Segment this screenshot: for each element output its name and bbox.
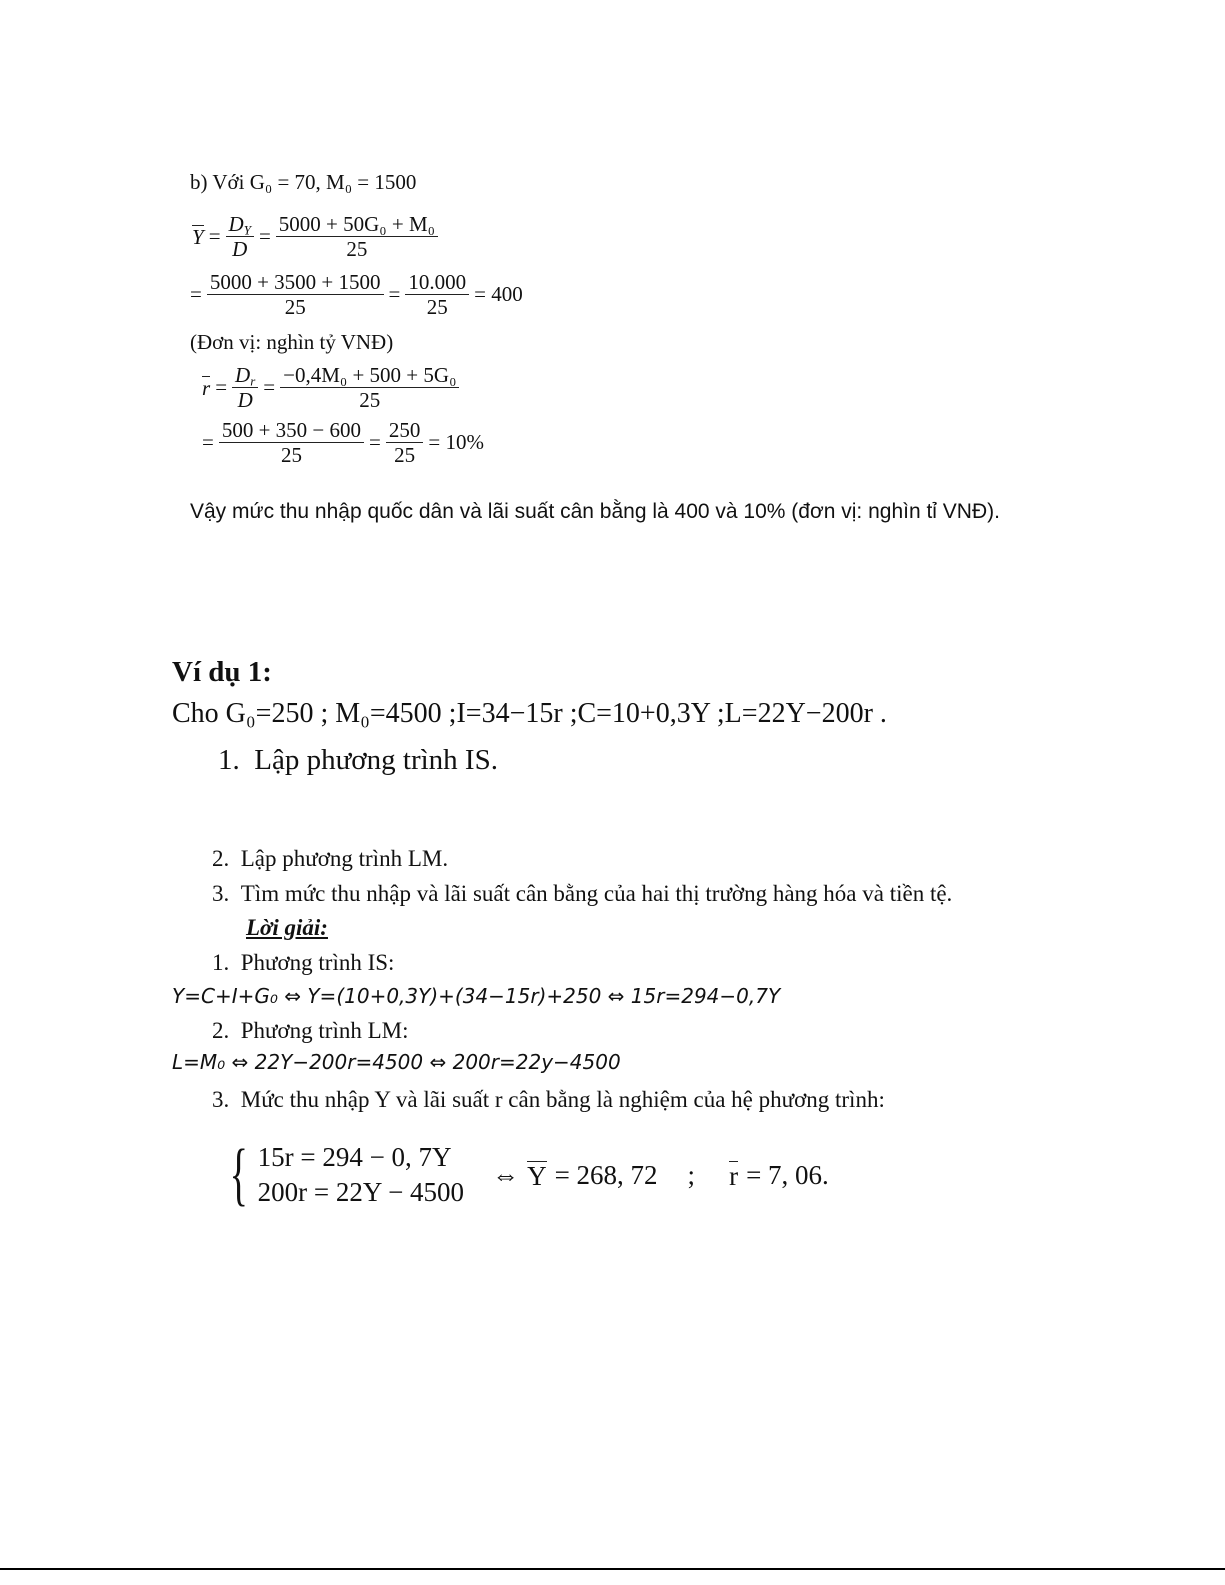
solution-label: Lời giải: xyxy=(246,915,328,940)
r-equation-2: = $\frac{500 + 350 - 600}{25}$ = $\frac{250}{25}$ = 10% xyxy=(202,418,484,468)
solution-1: 1. Phương trình IS: xyxy=(212,950,395,975)
solution-3: 3. Mức thu nhập Y và lãi suất r cân bằng là nghiệm của hệ phương trình: xyxy=(212,1087,885,1112)
r-equation-1: r = $\frac{D_r}{D}$ = $\frac{\text{−0,4M₀ + 500 + 5G₀}}{25}$ xyxy=(202,363,459,412)
left-brace: { xyxy=(229,1136,249,1213)
task-1: 1. Lập phương trình IS. xyxy=(218,744,498,776)
equivalence-symbol: ⇔ xyxy=(492,1159,520,1190)
equation-system xyxy=(222,1136,829,1213)
page-bottom-rule xyxy=(0,1568,1225,1570)
example-title: Ví dụ 1: xyxy=(172,656,272,688)
y-equation-1: Y = $\frac{D_Y}{D}$ = $\frac{\text{5000 + 50G₀ + M₀}}{25}$ xyxy=(192,212,438,261)
y-bar-result: Y xyxy=(527,1160,547,1191)
conclusion-text: Vậy mức thu nhập quốc dân và lãi suất cân bằng là 400 và 10% (đơn vị: nghìn tỉ VNĐ). xyxy=(190,500,1000,523)
part-b-heading: b) Với G₀ = 70, M₀ = 1500 xyxy=(190,170,417,194)
solution-2: 2. Phương trình LM: xyxy=(212,1018,409,1043)
y-equation-2: = $\frac{5000 + 3500 + 1500}{25}$ = $\frac{10.000}{25}$ = 400 xyxy=(190,270,523,320)
is-equation: Y=C+I+G₀ ⇔ Y=(10+0,3Y)+(34−15r)+250 ⇔ 15r=294−0,7Y xyxy=(172,984,781,1008)
task-3: 3. Tìm mức thu nhập và lãi suất cân bằng của hai thị trường hàng hóa và tiền tệ. xyxy=(212,881,953,906)
given-statement: Cho G₀=250 ; M₀=4500 ;I=34−15r ;C=10+0,3Y ;L=22Y−200r . xyxy=(172,698,887,729)
system-line-1: 15r = 294 − 0, 7Y xyxy=(257,1142,452,1172)
system-line-2: 200r = 22Y − 4500 xyxy=(257,1177,465,1207)
lm-equation: L=M₀ ⇔ 22Y−200r=4500 ⇔ 200r=22y−4500 xyxy=(172,1050,621,1074)
r-bar: r xyxy=(202,376,211,401)
task-2: 2. Lập phương trình LM. xyxy=(212,846,449,871)
y-value: = 268, 72 xyxy=(554,1159,658,1190)
separator: ; xyxy=(687,1159,696,1190)
r-value: = 7, 06. xyxy=(746,1159,829,1190)
unit-note: (Đơn vị: nghìn tỷ VNĐ) xyxy=(190,330,394,354)
y-bar: Y xyxy=(192,225,204,250)
r-bar-result: r xyxy=(729,1160,739,1191)
